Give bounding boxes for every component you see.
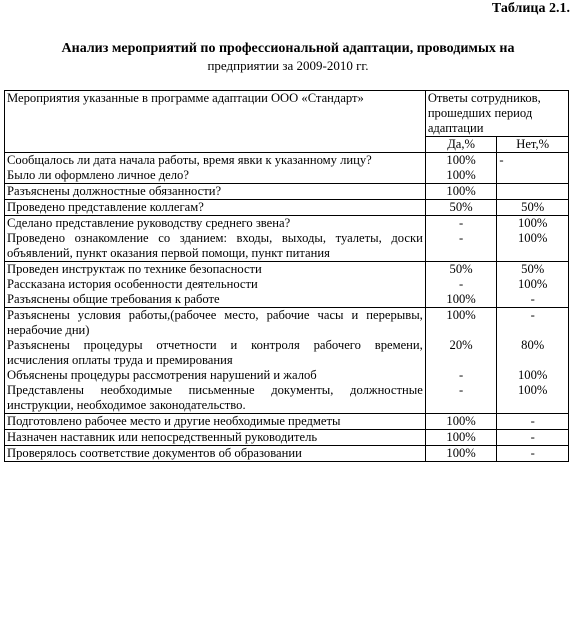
yes-cell: 100%	[425, 168, 497, 184]
measure-cell: Проведен инструктаж по технике безопасности	[5, 262, 426, 278]
yes-cell: -	[425, 368, 497, 383]
yes-cell: 50%	[425, 200, 497, 216]
no-cell: 100%	[497, 231, 569, 262]
measure-cell: Сообщалось ли дата начала работы, время явки к указанному лицу?	[5, 153, 426, 169]
document-subtitle: предприятии за 2009-2010 гг.	[207, 58, 369, 73]
yes-cell: 50%	[425, 262, 497, 278]
yes-cell: 100%	[425, 430, 497, 446]
table-row	[5, 383, 569, 414]
table-row	[5, 414, 569, 430]
no-cell: -	[497, 430, 569, 446]
yes-cell: 20%	[425, 338, 497, 368]
table-row	[5, 430, 569, 446]
table-row	[5, 184, 569, 200]
yes-column-header: Да,%	[425, 137, 497, 153]
measure-cell: Проверялось соответствие документов об образовании	[5, 446, 426, 462]
table-caption: Таблица 2.1.	[491, 1, 570, 16]
no-cell: -	[497, 292, 569, 308]
document-title: Анализ мероприятий по профессиональной адаптации, проводимых на	[61, 41, 515, 56]
no-cell: 100%	[497, 383, 569, 414]
table-row	[5, 308, 569, 339]
yes-cell: 100%	[425, 446, 497, 462]
measure-cell: Было ли оформлено личное дело?	[5, 168, 426, 184]
no-column-header: Нет,%	[497, 137, 569, 153]
adaptation-table	[4, 90, 569, 462]
no-cell: -	[497, 414, 569, 430]
no-cell: 100%	[497, 277, 569, 292]
measure-cell: Подготовлено рабочее место и другие необходимые предметы	[5, 414, 426, 430]
measure-cell: Представлены необходимые письменные документы, должностные инструкции, необходимое законодательство.	[5, 383, 426, 414]
no-cell: 50%	[497, 200, 569, 216]
measure-cell: Рассказана история особенности деятельности	[5, 277, 426, 292]
yes-cell: 100%	[425, 184, 497, 200]
yes-cell: -	[425, 231, 497, 262]
table-row	[5, 338, 569, 368]
measure-cell: Объяснены процедуры рассмотрения нарушений и жалоб	[5, 368, 426, 383]
measure-cell: Разъяснены процедуры отчетности и контроля рабочего времени, исчисления оплаты труда и премирования	[5, 338, 426, 368]
table-row	[5, 292, 569, 308]
yes-cell: 100%	[425, 292, 497, 308]
no-cell	[497, 168, 569, 184]
table-row	[5, 168, 569, 184]
table-row	[5, 368, 569, 383]
table-header-row	[5, 91, 569, 137]
table-row	[5, 200, 569, 216]
no-cell: 100%	[497, 368, 569, 383]
yes-cell: -	[425, 383, 497, 414]
table-row	[5, 231, 569, 262]
no-cell: 100%	[497, 216, 569, 232]
measure-cell: Разъяснены условия работы,(рабочее место, рабочие часы и перерывы, нерабочие дни)	[5, 308, 426, 339]
no-cell: -	[497, 308, 569, 339]
table-row	[5, 262, 569, 278]
measure-cell: Проведено ознакомление со зданием: входы, выходы, туалеты, доски объявлений, пункт оказания первой помощи, пункт питания	[5, 231, 426, 262]
no-cell: 50%	[497, 262, 569, 278]
no-cell: 80%	[497, 338, 569, 368]
table-row	[5, 277, 569, 292]
no-cell: -	[497, 153, 569, 169]
no-cell: -	[497, 446, 569, 462]
measure-cell: Назначен наставник или непосредственный руководитель	[5, 430, 426, 446]
measure-cell: Проведено представление коллегам?	[5, 200, 426, 216]
yes-cell: -	[425, 216, 497, 232]
table-row	[5, 153, 569, 169]
yes-cell: 100%	[425, 308, 497, 339]
yes-cell: 100%	[425, 414, 497, 430]
measure-cell: Разъяснены общие требования к работе	[5, 292, 426, 308]
table-row	[5, 446, 569, 462]
answers-group-header: Ответы сотрудников, прошедших период адаптации	[425, 91, 568, 137]
measure-cell: Разъяснены должностные обязанности?	[5, 184, 426, 200]
measure-cell: Сделано представление руководству среднего звена?	[5, 216, 426, 232]
yes-cell: 100%	[425, 153, 497, 169]
measures-column-header: Мероприятия указанные в программе адаптации ООО «Стандарт»	[5, 91, 426, 153]
table-row	[5, 216, 569, 232]
no-cell	[497, 184, 569, 200]
yes-cell: -	[425, 277, 497, 292]
